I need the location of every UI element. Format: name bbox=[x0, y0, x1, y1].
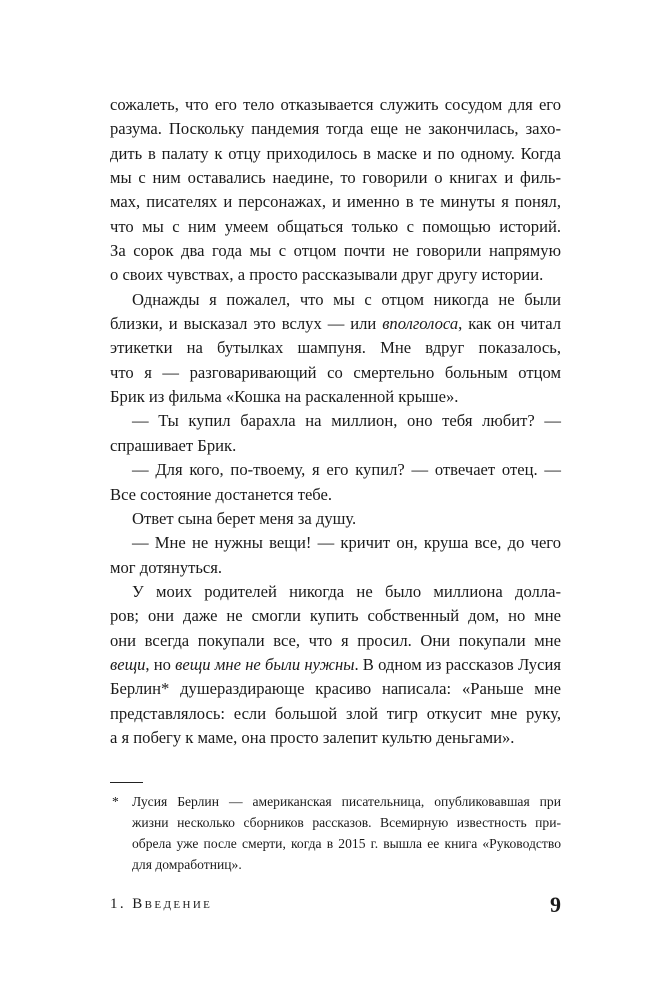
text-line bbox=[110, 166, 561, 190]
text-segment: , как он читал bbox=[458, 314, 561, 334]
footnote-line: жизни несколько сборников рассказов. Всемирную известность при- bbox=[132, 815, 561, 830]
text-line bbox=[110, 653, 561, 677]
text-line bbox=[110, 556, 561, 580]
text-segment: Однажды я пожалел, что мы с отцом никогда не были bbox=[132, 289, 561, 309]
text-line bbox=[110, 312, 561, 336]
footnote-line: обрела уже после смерти, когда в 2015 г. вышла ее книга «Руководство bbox=[132, 836, 561, 851]
text-segment: — Для кого, по-твоему, я его купил? — отвечает отец. — bbox=[132, 460, 561, 480]
text-line bbox=[110, 531, 561, 555]
text-line bbox=[110, 580, 561, 604]
body-text bbox=[110, 93, 561, 750]
footnote-divider bbox=[110, 782, 143, 783]
text-segment: а я побегу к маме, она просто залепит культю деньгами». bbox=[110, 727, 515, 747]
italic-text: вещи bbox=[110, 654, 146, 674]
page-footer bbox=[110, 892, 561, 920]
text-segment: — Ты купил барахла на миллион, оно тебя любит? — bbox=[132, 411, 561, 431]
text-line bbox=[110, 507, 561, 531]
text-line bbox=[110, 702, 561, 726]
text-line bbox=[110, 483, 561, 507]
text-segment: представлялось: если большой злой тигр откусит мне руку, bbox=[110, 703, 561, 723]
italic-text: вещи мне не были нужны bbox=[175, 654, 355, 674]
text-segment: разума. Поскольку пандемия тогда еще не закончилась, захо- bbox=[110, 119, 561, 139]
text-line bbox=[110, 434, 561, 458]
text-segment: мах, писателях и персонажах, и именно в те минуты я понял, bbox=[110, 192, 561, 212]
text-segment: Берлин* душераздирающе красиво написала: «Раньше мне bbox=[110, 679, 561, 699]
running-head: 1. Введение bbox=[110, 896, 213, 912]
text-segment: ров; они даже не смогли купить собственный дом, но мне bbox=[110, 606, 561, 626]
text-line bbox=[110, 336, 561, 360]
text-line bbox=[110, 288, 561, 312]
text-segment: Брик из фильма «Кошка на раскаленной крыше». bbox=[110, 387, 459, 407]
text-segment: близки, и высказал это вслух — или bbox=[110, 314, 383, 334]
text-line bbox=[110, 239, 561, 263]
text-segment: что мы с ним умеем общаться только с помощью историй. bbox=[110, 216, 561, 236]
text-line bbox=[110, 263, 561, 287]
footnote bbox=[110, 791, 561, 875]
text-segment: За сорок два года мы с отцом почти не говорили напрямую bbox=[110, 241, 561, 261]
text-line bbox=[110, 385, 561, 409]
text-segment: , но bbox=[145, 654, 176, 674]
text-line bbox=[110, 409, 561, 433]
text-line bbox=[110, 458, 561, 482]
text-segment: сожалеть, что его тело отказывается служить сосудом для его bbox=[110, 95, 561, 114]
footnote-line: для домработниц». bbox=[132, 857, 242, 872]
text-line bbox=[110, 117, 561, 141]
text-line bbox=[110, 190, 561, 214]
text-segment: У моих родителей никогда не было миллиона долла- bbox=[132, 581, 561, 601]
text-segment: дить в палату к отцу приходилось в маске и по одному. Когда bbox=[110, 143, 561, 163]
text-segment: — Мне не нужны вещи! — кричит он, круша все, до чего bbox=[132, 533, 561, 553]
text-segment: о своих чувствах, а просто рассказывали друг другу истории. bbox=[110, 265, 544, 285]
text-line bbox=[110, 629, 561, 653]
text-segment: мог дотянуться. bbox=[110, 557, 223, 577]
text-line bbox=[110, 604, 561, 628]
text-segment: . В одном из рассказов Лусия bbox=[354, 654, 561, 674]
text-segment: что я — разговаривающий со смертельно больным отцом bbox=[110, 362, 561, 382]
italic-text: вполголоса bbox=[382, 314, 459, 334]
text-line bbox=[110, 142, 561, 166]
text-segment: они всегда покупали все, что я просил. Они покупали мне bbox=[110, 630, 561, 650]
text-segment: Ответ сына берет меня за душу. bbox=[132, 508, 357, 528]
text-line bbox=[110, 726, 561, 750]
text-segment: Все состояние достанется тебе. bbox=[110, 484, 333, 504]
text-line bbox=[110, 677, 561, 701]
text-segment: мы с ним оставались наедине, то говорили о книгах и филь- bbox=[110, 168, 561, 188]
page-number: 9 bbox=[550, 892, 561, 917]
text-line bbox=[110, 93, 561, 117]
text-line bbox=[110, 361, 561, 385]
footnote-line: Лусия Берлин — американская писательница, опубликовавшая при bbox=[132, 794, 561, 809]
text-segment: спрашивает Брик. bbox=[110, 435, 237, 455]
footnote-mark: * bbox=[112, 794, 119, 809]
text-segment: этикетки на бутылках шампуня. Мне вдруг показалось, bbox=[110, 338, 561, 358]
text-line bbox=[110, 215, 561, 239]
